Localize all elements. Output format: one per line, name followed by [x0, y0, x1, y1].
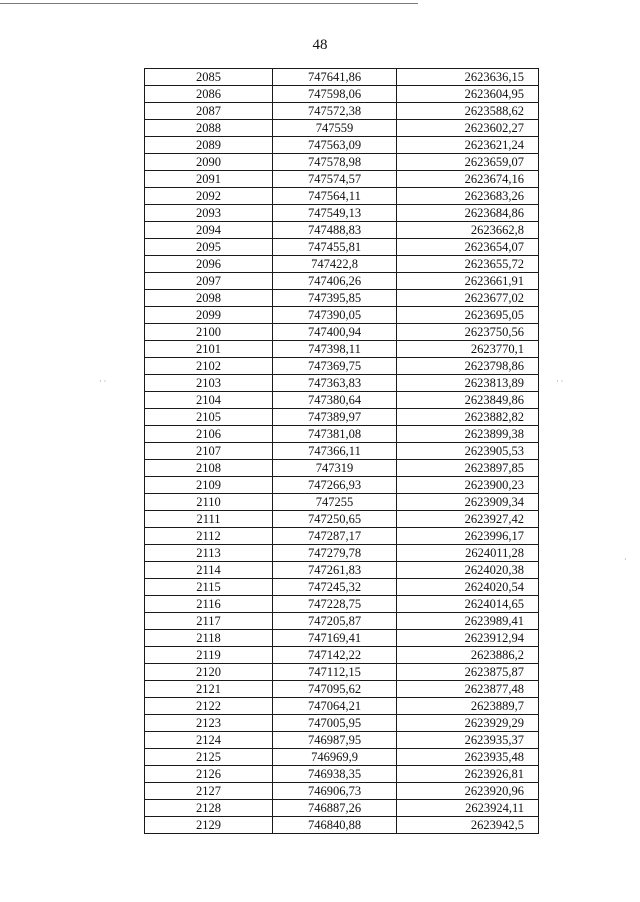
- table-row: [145, 460, 539, 477]
- x-coordinate-cell: 747572,38: [273, 103, 397, 120]
- table-row: [145, 715, 539, 732]
- point-number-cell: 2097: [145, 273, 273, 290]
- y-coordinate-cell: 2623889,7: [397, 698, 539, 715]
- y-coordinate-cell: 2623926,81: [397, 766, 539, 783]
- point-number-cell: 2122: [145, 698, 273, 715]
- y-coordinate-cell: 2623897,85: [397, 460, 539, 477]
- y-coordinate-cell: 2623886,2: [397, 647, 539, 664]
- point-number-cell: 2115: [145, 579, 273, 596]
- table-row: [145, 222, 539, 239]
- table-row: [145, 630, 539, 647]
- table-row: [145, 307, 539, 324]
- y-coordinate-cell: 2623813,89: [397, 375, 539, 392]
- x-coordinate-cell: 747390,05: [273, 307, 397, 324]
- point-number-cell: 2091: [145, 171, 273, 188]
- table-row: [145, 137, 539, 154]
- x-coordinate-cell: 747169,41: [273, 630, 397, 647]
- table-row: [145, 766, 539, 783]
- x-coordinate-cell: 747641,86: [273, 69, 397, 86]
- point-number-cell: 2127: [145, 783, 273, 800]
- x-coordinate-cell: 747064,21: [273, 698, 397, 715]
- point-number-cell: 2121: [145, 681, 273, 698]
- table-row: [145, 647, 539, 664]
- table-row: [145, 205, 539, 222]
- x-coordinate-cell: 747406,26: [273, 273, 397, 290]
- y-coordinate-cell: 2623674,16: [397, 171, 539, 188]
- x-coordinate-cell: 747563,09: [273, 137, 397, 154]
- point-number-cell: 2113: [145, 545, 273, 562]
- x-coordinate-cell: 747559: [273, 120, 397, 137]
- table-row: [145, 545, 539, 562]
- point-number-cell: 2088: [145, 120, 273, 137]
- table-row: [145, 409, 539, 426]
- y-coordinate-cell: 2623636,15: [397, 69, 539, 86]
- x-coordinate-cell: 747398,11: [273, 341, 397, 358]
- x-coordinate-cell: 747366,11: [273, 443, 397, 460]
- point-number-cell: 2089: [145, 137, 273, 154]
- table-row: [145, 375, 539, 392]
- y-coordinate-cell: 2623905,53: [397, 443, 539, 460]
- y-coordinate-cell: 2624014,65: [397, 596, 539, 613]
- x-coordinate-cell: 746938,35: [273, 766, 397, 783]
- x-coordinate-cell: 747549,13: [273, 205, 397, 222]
- y-coordinate-cell: 2623927,42: [397, 511, 539, 528]
- x-coordinate-cell: 747400,94: [273, 324, 397, 341]
- table-row: [145, 749, 539, 766]
- y-coordinate-cell: 2623900,23: [397, 477, 539, 494]
- y-coordinate-cell: 2623924,11: [397, 800, 539, 817]
- top-scan-edge-line: [0, 3, 418, 4]
- table-row: [145, 783, 539, 800]
- table-row: [145, 358, 539, 375]
- x-coordinate-cell: 747395,85: [273, 290, 397, 307]
- point-number-cell: 2101: [145, 341, 273, 358]
- x-coordinate-cell: 747279,78: [273, 545, 397, 562]
- y-coordinate-cell: 2623935,48: [397, 749, 539, 766]
- y-coordinate-cell: 2623654,07: [397, 239, 539, 256]
- y-coordinate-cell: 2623684,86: [397, 205, 539, 222]
- y-coordinate-cell: 2623770,1: [397, 341, 539, 358]
- y-coordinate-cell: 2623661,91: [397, 273, 539, 290]
- point-number-cell: 2085: [145, 69, 273, 86]
- point-number-cell: 2119: [145, 647, 273, 664]
- table-row: [145, 324, 539, 341]
- table-row: [145, 817, 539, 834]
- x-coordinate-cell: 747488,83: [273, 222, 397, 239]
- scan-speck: · ·: [556, 377, 564, 386]
- y-coordinate-cell: 2623935,37: [397, 732, 539, 749]
- x-coordinate-cell: 747142,22: [273, 647, 397, 664]
- page-number: 48: [312, 37, 328, 53]
- table-row: [145, 120, 539, 137]
- y-coordinate-cell: 2623989,41: [397, 613, 539, 630]
- table-row: [145, 256, 539, 273]
- y-coordinate-cell: 2623588,62: [397, 103, 539, 120]
- x-coordinate-cell: 747255: [273, 494, 397, 511]
- x-coordinate-cell: 746906,73: [273, 783, 397, 800]
- point-number-cell: 2105: [145, 409, 273, 426]
- point-number-cell: 2106: [145, 426, 273, 443]
- point-number-cell: 2128: [145, 800, 273, 817]
- x-coordinate-cell: 746887,26: [273, 800, 397, 817]
- x-coordinate-cell: 747112,15: [273, 664, 397, 681]
- table-row: [145, 443, 539, 460]
- y-coordinate-cell: 2623875,87: [397, 664, 539, 681]
- table-row: [145, 239, 539, 256]
- y-coordinate-cell: 2623677,02: [397, 290, 539, 307]
- y-coordinate-cell: 2623942,5: [397, 817, 539, 834]
- table-row: [145, 528, 539, 545]
- table-row: [145, 477, 539, 494]
- point-number-cell: 2092: [145, 188, 273, 205]
- y-coordinate-cell: 2623750,56: [397, 324, 539, 341]
- y-coordinate-cell: 2623849,86: [397, 392, 539, 409]
- x-coordinate-cell: 747380,64: [273, 392, 397, 409]
- point-number-cell: 2126: [145, 766, 273, 783]
- x-coordinate-cell: 747598,06: [273, 86, 397, 103]
- table-row: [145, 103, 539, 120]
- x-coordinate-cell: 746987,95: [273, 732, 397, 749]
- table-row: [145, 562, 539, 579]
- table-row: [145, 426, 539, 443]
- point-number-cell: 2118: [145, 630, 273, 647]
- table-row: [145, 154, 539, 171]
- table-row: [145, 511, 539, 528]
- y-coordinate-cell: 2624011,28: [397, 545, 539, 562]
- x-coordinate-cell: 747564,11: [273, 188, 397, 205]
- y-coordinate-cell: 2623798,86: [397, 358, 539, 375]
- point-number-cell: 2102: [145, 358, 273, 375]
- x-coordinate-cell: 747205,87: [273, 613, 397, 630]
- table-row: [145, 273, 539, 290]
- point-number-cell: 2098: [145, 290, 273, 307]
- x-coordinate-cell: 746840,88: [273, 817, 397, 834]
- table-row: [145, 290, 539, 307]
- table-row: [145, 698, 539, 715]
- point-number-cell: 2111: [145, 511, 273, 528]
- point-number-cell: 2094: [145, 222, 273, 239]
- point-number-cell: 2099: [145, 307, 273, 324]
- x-coordinate-cell: 747005,95: [273, 715, 397, 732]
- point-number-cell: 2114: [145, 562, 273, 579]
- y-coordinate-cell: 2623695,05: [397, 307, 539, 324]
- table-row: [145, 664, 539, 681]
- y-coordinate-cell: 2623602,27: [397, 120, 539, 137]
- y-coordinate-cell: 2623899,38: [397, 426, 539, 443]
- x-coordinate-cell: 747363,83: [273, 375, 397, 392]
- point-number-cell: 2093: [145, 205, 273, 222]
- x-coordinate-cell: 747261,83: [273, 562, 397, 579]
- x-coordinate-cell: 747574,57: [273, 171, 397, 188]
- y-coordinate-cell: 2623655,72: [397, 256, 539, 273]
- point-number-cell: 2104: [145, 392, 273, 409]
- table-row: [145, 681, 539, 698]
- x-coordinate-cell: 747228,75: [273, 596, 397, 613]
- table-row: [145, 800, 539, 817]
- table-row: [145, 86, 539, 103]
- table-row: [145, 596, 539, 613]
- y-coordinate-cell: 2623877,48: [397, 681, 539, 698]
- table-row: [145, 171, 539, 188]
- x-coordinate-cell: 747095,62: [273, 681, 397, 698]
- x-coordinate-cell: 747455,81: [273, 239, 397, 256]
- y-coordinate-cell: 2624020,38: [397, 562, 539, 579]
- table-row: [145, 613, 539, 630]
- y-coordinate-cell: 2623882,82: [397, 409, 539, 426]
- point-number-cell: 2116: [145, 596, 273, 613]
- x-coordinate-cell: 747369,75: [273, 358, 397, 375]
- point-number-cell: 2124: [145, 732, 273, 749]
- x-coordinate-cell: 747245,32: [273, 579, 397, 596]
- point-number-cell: 2125: [145, 749, 273, 766]
- y-coordinate-cell: 2623659,07: [397, 154, 539, 171]
- x-coordinate-cell: 747287,17: [273, 528, 397, 545]
- table-row: [145, 188, 539, 205]
- x-coordinate-cell: 747319: [273, 460, 397, 477]
- y-coordinate-cell: 2623929,29: [397, 715, 539, 732]
- point-number-cell: 2100: [145, 324, 273, 341]
- x-coordinate-cell: 747381,08: [273, 426, 397, 443]
- point-number-cell: 2108: [145, 460, 273, 477]
- coordinates-table: [144, 68, 539, 834]
- table-row: [145, 579, 539, 596]
- table-row: [145, 494, 539, 511]
- scan-speck: ·: [624, 555, 627, 564]
- point-number-cell: 2112: [145, 528, 273, 545]
- y-coordinate-cell: 2623683,26: [397, 188, 539, 205]
- x-coordinate-cell: 747266,93: [273, 477, 397, 494]
- x-coordinate-cell: 747389,97: [273, 409, 397, 426]
- point-number-cell: 2095: [145, 239, 273, 256]
- x-coordinate-cell: 747422,8: [273, 256, 397, 273]
- point-number-cell: 2120: [145, 664, 273, 681]
- y-coordinate-cell: 2624020,54: [397, 579, 539, 596]
- point-number-cell: 2087: [145, 103, 273, 120]
- y-coordinate-cell: 2623996,17: [397, 528, 539, 545]
- point-number-cell: 2103: [145, 375, 273, 392]
- point-number-cell: 2109: [145, 477, 273, 494]
- table-row: [145, 69, 539, 86]
- table-row: [145, 392, 539, 409]
- point-number-cell: 2123: [145, 715, 273, 732]
- table-row: [145, 341, 539, 358]
- point-number-cell: 2110: [145, 494, 273, 511]
- point-number-cell: 2096: [145, 256, 273, 273]
- table-row: [145, 732, 539, 749]
- x-coordinate-cell: 746969,9: [273, 749, 397, 766]
- coordinates-table-body: [145, 69, 539, 834]
- y-coordinate-cell: 2623920,96: [397, 783, 539, 800]
- y-coordinate-cell: 2623662,8: [397, 222, 539, 239]
- y-coordinate-cell: 2623912,94: [397, 630, 539, 647]
- y-coordinate-cell: 2623909,34: [397, 494, 539, 511]
- point-number-cell: 2117: [145, 613, 273, 630]
- point-number-cell: 2129: [145, 817, 273, 834]
- x-coordinate-cell: 747578,98: [273, 154, 397, 171]
- point-number-cell: 2086: [145, 86, 273, 103]
- point-number-cell: 2090: [145, 154, 273, 171]
- y-coordinate-cell: 2623621,24: [397, 137, 539, 154]
- y-coordinate-cell: 2623604,95: [397, 86, 539, 103]
- scan-speck: · ·: [99, 377, 107, 386]
- x-coordinate-cell: 747250,65: [273, 511, 397, 528]
- point-number-cell: 2107: [145, 443, 273, 460]
